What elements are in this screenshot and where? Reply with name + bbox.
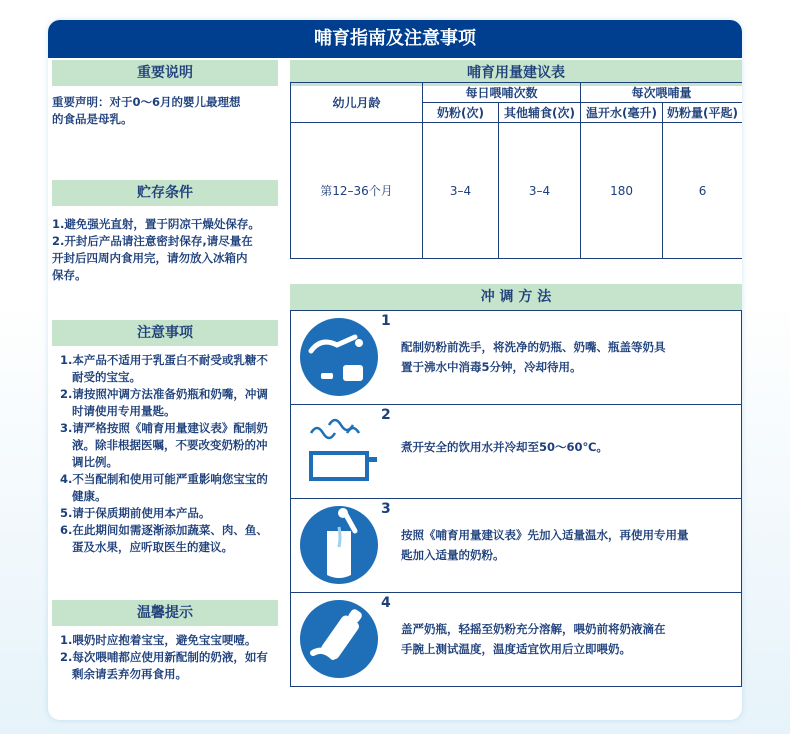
col-water-header: 温开水(毫升) xyxy=(581,103,663,123)
col-scoop-header: 奶粉量(平匙) xyxy=(663,103,742,123)
col-formula-header: 奶粉(次) xyxy=(423,103,499,123)
step-text-line: 置于沸水中消毒5分钟，冷却待用。 xyxy=(401,360,582,374)
step-text xyxy=(401,525,731,565)
col-other-header: 其他辅食(次) xyxy=(499,103,581,123)
step-text-line: 配制奶粉前洗手，将洗净的奶瓶、奶嘴、瓶盖等奶具 xyxy=(401,340,666,354)
step-2 xyxy=(290,404,742,499)
step-1 xyxy=(290,310,742,405)
storage-item: 1.避免强光直射，置于阴凉干燥处保存。 xyxy=(52,217,260,231)
important-line: 的食品是母乳。 xyxy=(52,112,133,126)
step-number: 3 xyxy=(381,501,391,517)
tips-list xyxy=(60,632,276,683)
notes-item: 1.本产品不适用于乳蛋白不耐受或乳糖不耐受的宝宝。 xyxy=(60,353,268,384)
scoop-cell: 6 xyxy=(663,123,742,259)
each-group-header: 每次喂哺量 xyxy=(581,83,742,103)
storage-text xyxy=(52,216,284,284)
important-text xyxy=(52,94,282,128)
formula-cell: 3–4 xyxy=(423,123,499,259)
feeding-table-heading: 哺育用量建议表 xyxy=(290,60,742,86)
method-heading: 冲 调 方 法 xyxy=(290,284,742,310)
step-text xyxy=(401,437,731,457)
boiling-pot-icon xyxy=(299,411,379,491)
notes-item: 3.请严格按照《哺育用量建议表》配制奶液。除非根据医嘱，不要改变奶粉的冲调比例。 xyxy=(60,421,268,469)
feeding-table xyxy=(290,82,742,259)
important-line: 重要声明：对于0～6月的婴儿最理想 xyxy=(52,95,241,109)
notes-item: 6.在此期间如需逐渐添加蔬菜、肉、鱼、蛋及水果，应听取医生的建议。 xyxy=(60,523,268,554)
table-row xyxy=(291,123,743,259)
step-text-line: 盖严奶瓶，轻摇至奶粉充分溶解，喂奶前将奶液滴在 xyxy=(401,622,666,636)
wash-hands-icon xyxy=(299,317,379,397)
storage-heading: 贮存条件 xyxy=(52,180,278,206)
step-text-line: 手腕上测试温度，温度适宜饮用后立即喂奶。 xyxy=(401,642,631,656)
step-text-line: 匙加入适量的奶粉。 xyxy=(401,548,505,562)
storage-item: 开封后四周内食用完，请勿放入冰箱内 xyxy=(52,251,248,265)
notes-heading: 注意事项 xyxy=(52,320,278,346)
col-age-header: 幼儿月龄 xyxy=(291,83,423,123)
important-heading: 重要说明 xyxy=(52,60,278,86)
step-text-line: 按照《哺育用量建议表》先加入适量温水，再使用专用量 xyxy=(401,528,689,542)
step-3 xyxy=(290,498,742,593)
daily-group-header: 每日喂哺次数 xyxy=(423,83,581,103)
page-title: 哺育指南及注意事项 xyxy=(48,20,742,58)
tips-heading: 温馨提示 xyxy=(52,600,278,626)
age-cell: 第12–36个月 xyxy=(291,123,423,259)
storage-item: 2.开封后产品请注意密封保存,请尽量在 xyxy=(52,234,253,248)
add-formula-icon xyxy=(299,505,379,585)
step-text xyxy=(401,619,731,659)
guide-card xyxy=(48,20,742,720)
step-number: 4 xyxy=(381,595,391,611)
notes-list xyxy=(60,352,276,556)
step-number: 1 xyxy=(381,313,391,329)
step-text xyxy=(401,337,731,377)
tips-item: 2.每次喂哺都应使用新配制的奶液，如有剩余请丢弃勿再食用。 xyxy=(60,650,268,681)
notes-item: 4.不当配制和使用可能严重影响您宝宝的健康。 xyxy=(60,472,268,503)
water-cell: 180 xyxy=(581,123,663,259)
other-cell: 3–4 xyxy=(499,123,581,259)
shake-bottle-icon xyxy=(299,599,379,679)
notes-item: 2.请按照冲调方法准备奶瓶和奶嘴，冲调时请使用专用量匙。 xyxy=(60,387,268,418)
tips-item: 1.喂奶时应抱着宝宝，避免宝宝哽噎。 xyxy=(60,633,257,647)
storage-item: 保存。 xyxy=(52,268,87,282)
step-4 xyxy=(290,592,742,687)
notes-item: 5.请于保质期前使用本产品。 xyxy=(60,506,211,520)
step-number: 2 xyxy=(381,407,391,423)
step-text-line: 煮开安全的饮用水并冷却至50～60℃。 xyxy=(401,440,608,454)
